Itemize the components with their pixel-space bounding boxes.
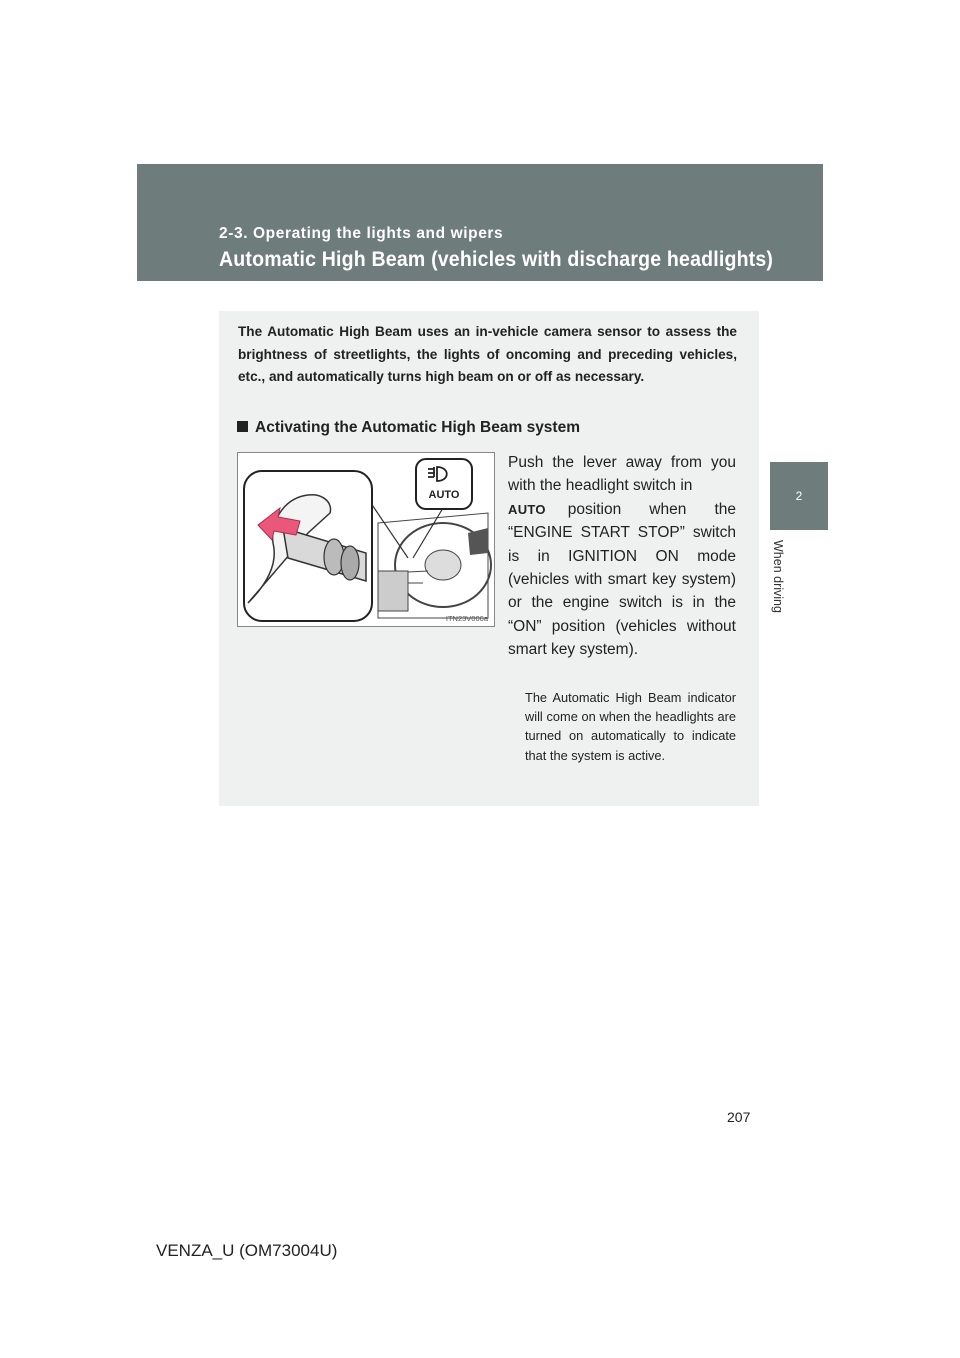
page-title: Automatic High Beam (vehicles with discharge headlights) <box>219 248 774 271</box>
subheading <box>237 419 580 437</box>
page-number: 207 <box>727 1109 751 1125</box>
section-label: 2-3. Operating the lights and wipers <box>219 225 504 242</box>
lever-illustration <box>237 452 495 627</box>
intro-paragraph: The Automatic High Beam uses an in-vehicle camera sensor to assess the brightness of streetlights, the lights of oncoming and preceding vehicles, etc., and automatically turns high beam on or off as necessary. <box>238 324 737 384</box>
content-box <box>219 311 759 806</box>
auto-symbol: AUTO <box>508 501 546 517</box>
illustration-code: ITN23V006a <box>445 614 488 623</box>
page-header <box>137 164 823 281</box>
lever-drawing <box>238 453 494 626</box>
body-text-before: Push the lever away from you with the headlight switch in <box>508 454 736 495</box>
body-text-after: position when the “ENGINE START STOP” switch is in IGNITION ON mode (vehicles with smart key system) or the engine switch is in the “ON” position (vehicles without smart key system). <box>508 500 736 659</box>
body-paragraph <box>508 451 736 662</box>
chapter-tab-number: 2 <box>770 462 828 530</box>
subheading-text: Activating the Automatic High Beam system <box>255 419 580 436</box>
document-code: VENZA_U (OM73004U) <box>156 1241 338 1260</box>
auto-icon-label: AUTO <box>428 489 460 501</box>
square-bullet-icon <box>237 421 248 432</box>
note-paragraph: The Automatic High Beam indicator will come on when the headlights are turned on automatically to indicate that the system is active. <box>525 690 736 763</box>
chapter-tab-label: When driving <box>771 540 785 613</box>
